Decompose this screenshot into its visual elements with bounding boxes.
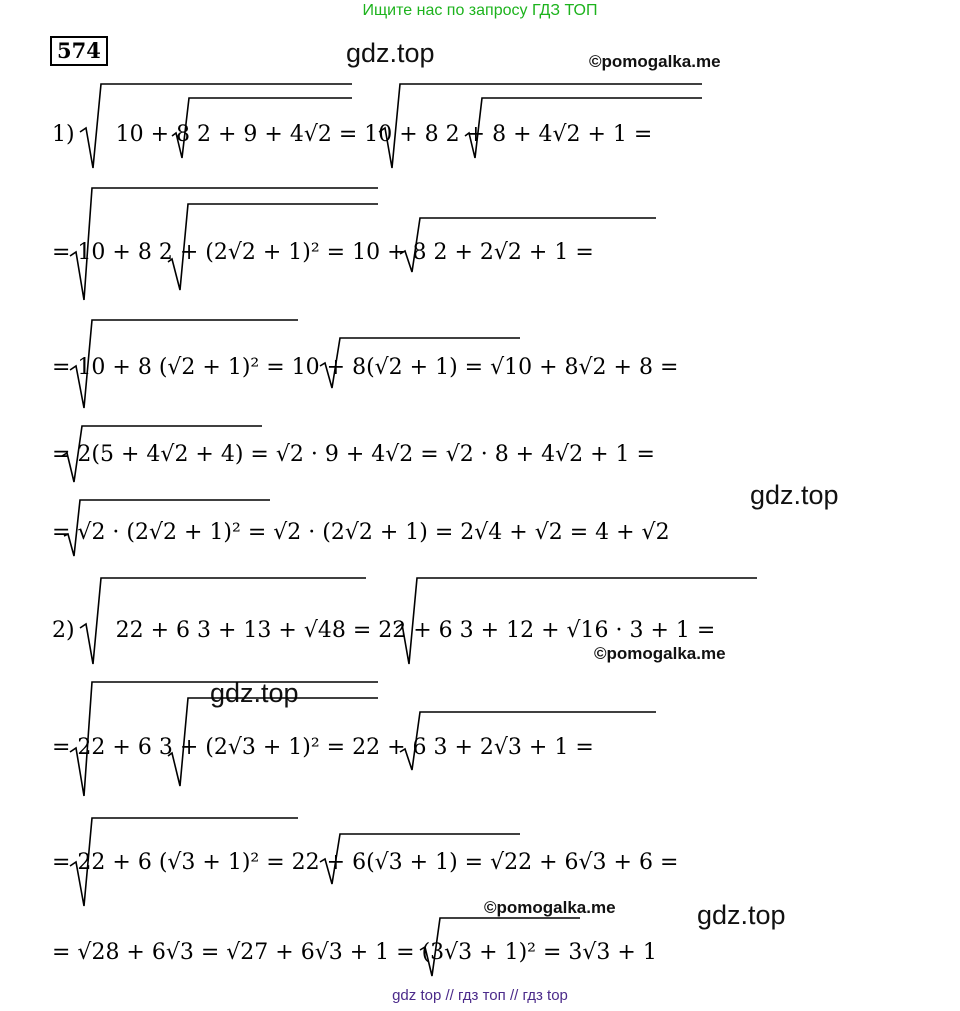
math-line: = √2 · (2√2 + 1)² = √2 · (2√2 + 1) = 2√4 + √2 = 4 + √2: [52, 520, 670, 545]
math-line: [52, 120, 652, 150]
part-label: 2): [52, 618, 75, 643]
math-line: = 2(5 + 4√2 + 4) = √2 · 9 + 4√2 = √2 · 8 + 4√2 + 1 =: [52, 442, 655, 467]
watermark-pomogalka: ©pomogalka.me: [484, 898, 616, 917]
math-line: [52, 616, 715, 646]
part-label: 1): [52, 122, 75, 147]
watermark-gdz: gdz.top: [697, 900, 786, 930]
problem-number: 574: [50, 36, 108, 66]
footer-separator: //: [445, 987, 454, 1004]
math-expression: 22 + 6 3 + 13 + √48 = 22 + 6 3 + 12 + √16 · 3 + 1 =: [115, 618, 716, 643]
math-line: = 10 + 8 (√2 + 1)² = 10 + 8(√2 + 1) = √10 + 8√2 + 8 =: [52, 355, 679, 380]
math-line: = 10 + 8 2 + (2√2 + 1)² = 10 + 8 2 + 2√2 + 1 =: [52, 240, 594, 265]
footer-link[interactable]: гдз топ: [458, 987, 506, 1004]
footer-links: [0, 987, 960, 1004]
search-banner: Ищите нас по запросу ГДЗ ТОП: [362, 2, 598, 19]
watermark-gdz: gdz.top: [210, 678, 299, 708]
footer-separator: //: [509, 987, 519, 1004]
watermark-pomogalka: ©pomogalka.me: [589, 52, 721, 71]
footer-link[interactable]: гдз top: [522, 987, 568, 1004]
math-line: = 22 + 6 3 + (2√3 + 1)² = 22 + 6 3 + 2√3 + 1 =: [52, 735, 594, 760]
footer-link[interactable]: gdz top: [392, 987, 442, 1004]
watermark-gdz: gdz.top: [346, 38, 435, 68]
math-line: = √28 + 6√3 = √27 + 6√3 + 1 = (3√3 + 1)² = 3√3 + 1: [52, 940, 657, 965]
watermark-pomogalka: ©pomogalka.me: [594, 644, 726, 663]
watermark-gdz: gdz.top: [750, 480, 839, 510]
math-line: = 22 + 6 (√3 + 1)² = 22 + 6(√3 + 1) = √22 + 6√3 + 6 =: [52, 850, 679, 875]
math-expression: 10 + 8 2 + 9 + 4√2 = 10 + 8 2 + 8 + 4√2 + 1 =: [115, 122, 653, 147]
